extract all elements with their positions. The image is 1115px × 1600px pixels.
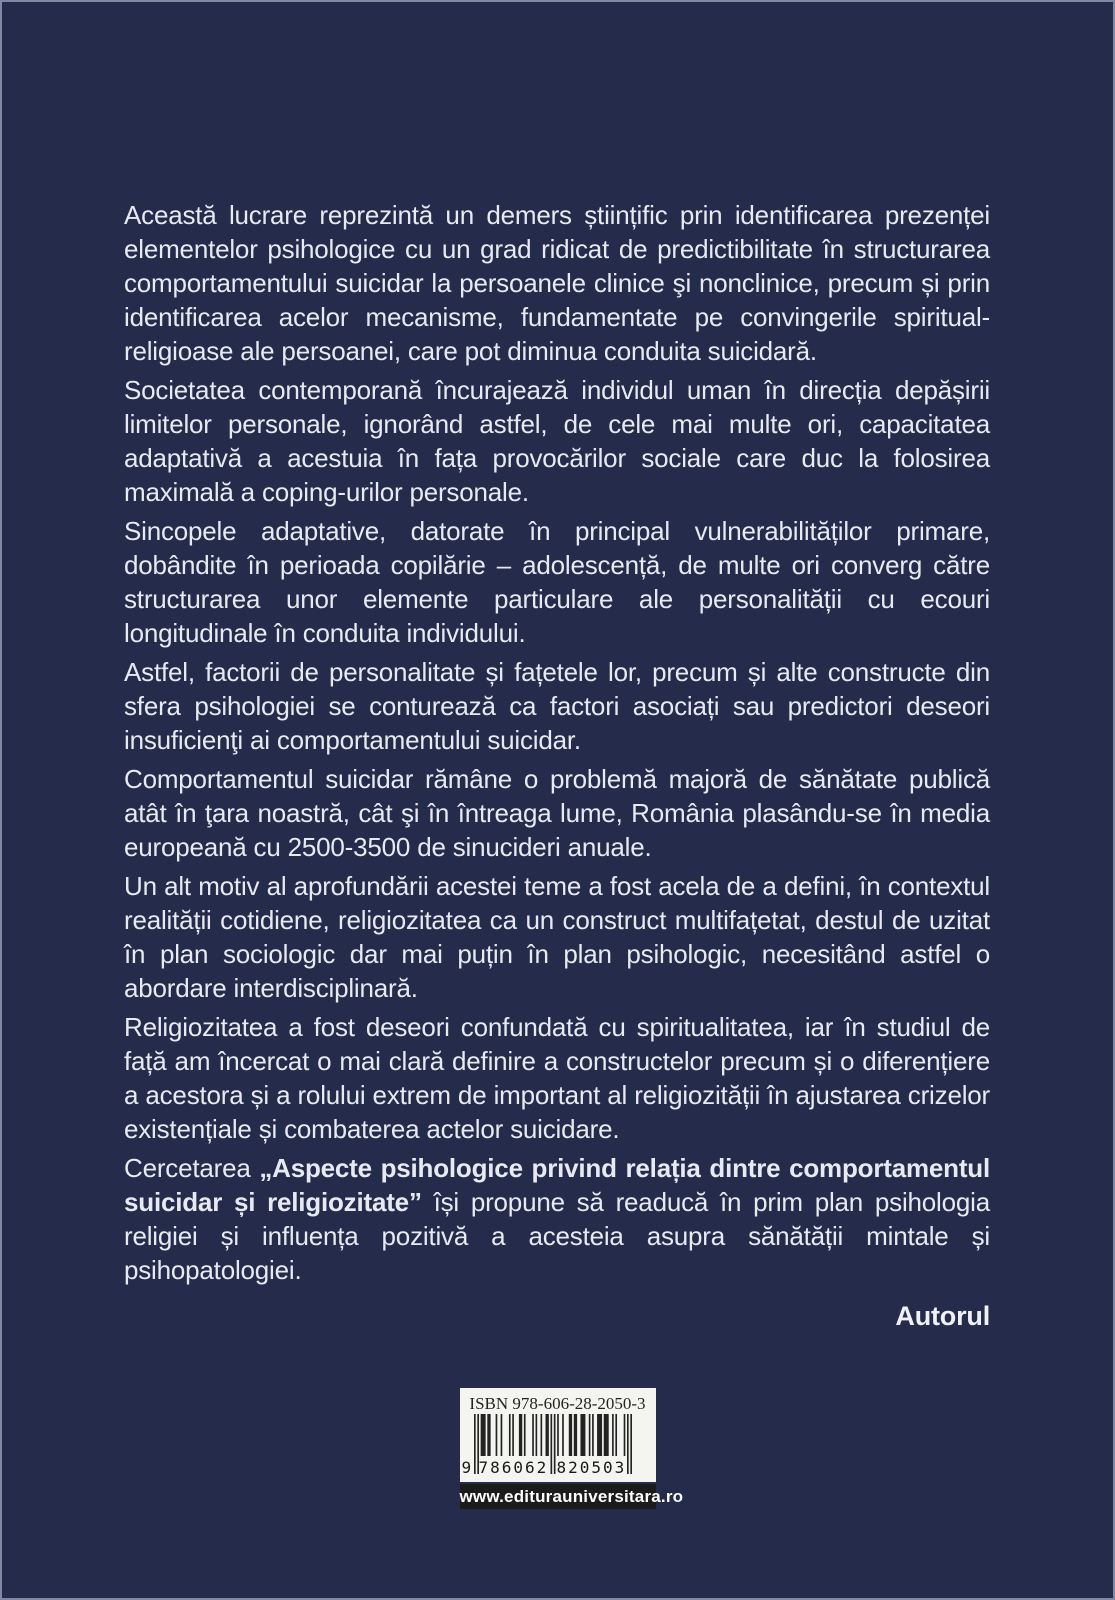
publisher-website-bar xyxy=(459,1484,684,1509)
synopsis-paragraph: Sincopele adaptative, datorate în principal vulnerabilităților primare, dobândite în perioada copilărie – adolescență, de multe ori converg către structurarea unor elemente particulare ale personalității cu ecouri longitudinale în conduita individului. xyxy=(124,516,990,648)
synopsis-paragraph: Religiozitatea a fost deseori confundată cu spiritualitatea, iar în studiul de față am încercat o mai clară definire a constructelor precum și o diferențiere a acestora și a rolului extrem de important al religiozității în ajustarea crizelor existențiale și combaterea actelor suicidare. xyxy=(124,1012,990,1144)
isbn-barcode-block xyxy=(459,1388,684,1509)
synopsis-paragraph: Societatea contemporană încurajează individul uman în direcția depășirii limitelor personale, ignorând astfel, de cele mai multe ori, capacitatea adaptativă a acestuia în fața provocărilor sociale care duc la folosirea maximală a coping-urilor personale. xyxy=(124,375,990,507)
closing-suffix: își propune să readucă în prim plan psihologia religiei și influența pozitivă a acesteia asupra sănătății mintale și psihopatologiei. xyxy=(124,1187,990,1285)
barcode-digits-right: 820503 xyxy=(556,1458,627,1477)
research-title-bold: „Aspecte psihologice privind relația dintre comportamentul suicidar și religiozitate” xyxy=(124,1153,990,1217)
barcode-area xyxy=(460,1414,656,1478)
synopsis-closing-paragraph xyxy=(124,1151,990,1287)
closing-prefix: Cercetarea xyxy=(124,1153,260,1183)
barcode-digits-left: 786062 xyxy=(478,1458,549,1477)
synopsis-paragraph: Un alt motiv al aprofundării acestei teme a fost acela de a defini, în contextul realității cotidiene, religiozitatea ca un construct multifațetat, destul de uzitat în plan sociologic dar mai puțin în plan psihologic, necesitând astfel o abordare interdisciplinară. xyxy=(124,871,990,1003)
barcode-digit-first: 9 xyxy=(461,1458,472,1477)
synopsis-text xyxy=(124,198,990,1333)
isbn-box xyxy=(460,1388,656,1482)
isbn-text: ISBN 978-606-28-2050-3 xyxy=(469,1394,646,1413)
synopsis-paragraph: Această lucrare reprezintă un demers științific prin identificarea prezenței elementelor psihologice cu un grad ridicat de predictibilitate în structurarea comportamentului suicidar la persoanele clinice şi nonclinice, precum și prin identificarea acelor mecanisme, fundamentate pe convingerile spiritual-religioase ale persoanei, care pot diminua conduita suicidară. xyxy=(124,200,990,366)
publisher-website-url: www.editurauniversitara.ro xyxy=(459,1487,684,1506)
synopsis-paragraph: Astfel, factorii de personalitate și fațetele lor, precum și alte constructe din sfera psihologiei se conturează ca factori asociați sau predictori deseori insuficienţi ai comportamentului suicidar. xyxy=(124,657,990,755)
synopsis-paragraph: Comportamentul suicidar rămâne o problemă majoră de sănătate publică atât în ţara noastră, cât şi în întreaga lume, România plasându-se în media europeană cu 2500-3500 de sinucideri anuale. xyxy=(124,764,990,862)
author-signature: Autorul xyxy=(895,1301,990,1331)
